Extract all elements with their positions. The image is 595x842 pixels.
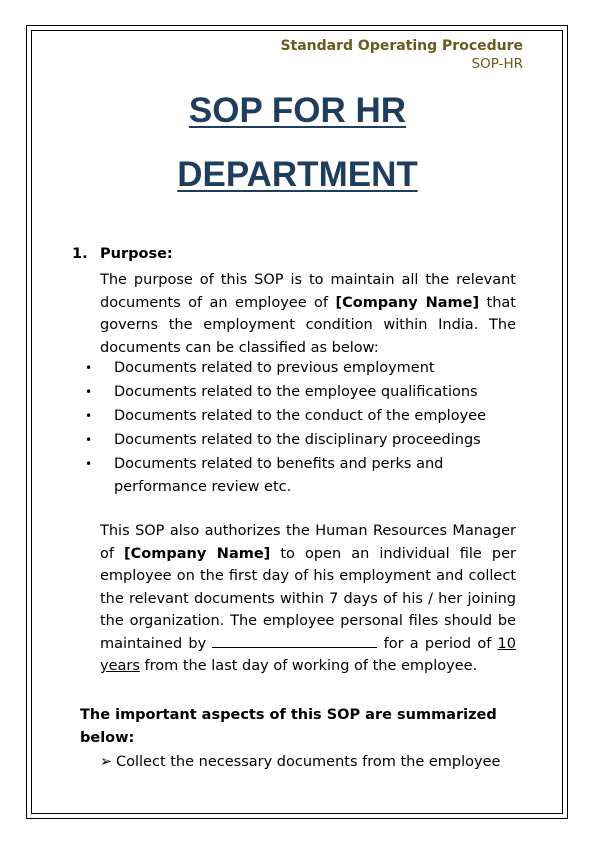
company-name-placeholder: [Company Name] [335, 294, 480, 311]
bullet-icon: • [85, 361, 93, 375]
list-item-text: Documents related to benefits and perks and performance review etc. [114, 456, 444, 495]
purpose-text-a: The purpose of this SOP is to maintain all the relevant documents of an employee of [100, 272, 516, 311]
list-item-text: Documents related to the employee qualifications [114, 384, 478, 400]
section-number: 1. [72, 246, 88, 262]
document-header [280, 37, 523, 73]
auth-text-a: This SOP also authorizes the Human Resources Manager of [100, 523, 516, 562]
bullet-icon: • [85, 433, 93, 447]
bullet-icon: • [85, 457, 93, 471]
company-name-placeholder: [Company Name] [124, 545, 271, 562]
fill-in-blank[interactable] [212, 633, 377, 648]
doc-title-line1: SOP FOR HR [188, 91, 407, 130]
list-item [100, 751, 500, 774]
list-item-text: Documents related to previous employment [114, 360, 435, 376]
auth-text-d: from the last day of working of the employee. [139, 658, 478, 674]
header-title: Standard Operating Procedure [280, 38, 523, 54]
list-item-text: Documents related to the conduct of the employee [114, 408, 487, 424]
authorization-paragraph [100, 520, 516, 678]
summary-heading: The important aspects of this SOP are summarized below: [80, 707, 497, 746]
section-title: Purpose: [100, 246, 173, 262]
auth-text-b: to open an individual file per employee on the first day of his employment and collect the relevant documents within 7 days of his / her joining the organization. The employee personal files should be maintained by [100, 545, 516, 652]
purpose-text-b: that governs the employment condition within India. The documents can be classified as below: [100, 294, 516, 356]
list-item-text: Documents related to the disciplinary proceedings [114, 432, 481, 448]
doc-title-line2: DEPARTMENT [177, 155, 418, 194]
retention-period: 10 years [100, 635, 516, 674]
bullet-icon: • [85, 409, 93, 423]
arrow-bullet-icon: ➢ [100, 754, 113, 770]
header-code: SOP-HR [471, 56, 523, 72]
list-item-text: Collect the necessary documents from the employee [116, 754, 501, 770]
section-heading [72, 246, 173, 262]
purpose-paragraph [100, 269, 516, 359]
auth-text-c: for a period of [377, 635, 498, 652]
bullet-icon: • [85, 385, 93, 399]
